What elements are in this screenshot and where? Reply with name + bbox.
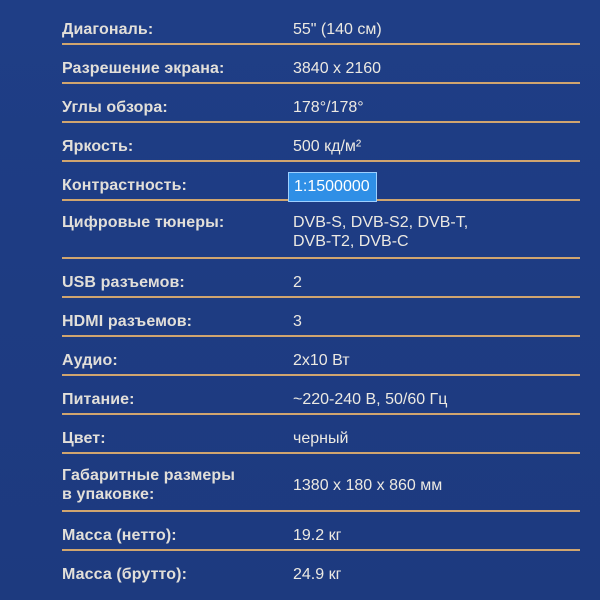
spec-label-line: в упаковке: xyxy=(62,486,155,503)
spec-value-selected[interactable]: 1:1500000 xyxy=(288,172,377,202)
spec-row-resolution xyxy=(62,45,580,84)
spec-label: Масса (брутто): xyxy=(62,566,188,583)
spec-label: Аудио: xyxy=(62,352,118,369)
spec-label: Яркость: xyxy=(62,138,134,155)
spec-label: Питание: xyxy=(62,391,135,408)
spec-value: 178°/178° xyxy=(293,99,364,116)
spec-row-color xyxy=(62,415,580,454)
spec-label: Диагональ: xyxy=(62,21,154,38)
spec-value: 19.2 кг xyxy=(293,527,342,544)
spec-row-net-weight xyxy=(62,512,580,551)
spec-label xyxy=(62,466,293,504)
spec-row-gross-weight xyxy=(62,551,580,590)
spec-value-line: DVB-S, DVB-S2, DVB-T, xyxy=(293,214,469,231)
spec-row-diagonal xyxy=(62,6,580,45)
spec-value: 1380 x 180 x 860 мм xyxy=(293,477,443,494)
spec-value: 2x10 Вт xyxy=(293,352,350,369)
spec-value: 3 xyxy=(293,313,302,330)
spec-row-tuners xyxy=(62,201,580,259)
spec-value: ~220-240 В, 50/60 Гц xyxy=(293,391,448,408)
spec-label: Масса (нетто): xyxy=(62,527,177,544)
spec-row-audio xyxy=(62,337,580,376)
spec-value xyxy=(293,213,468,251)
spec-label: Цифровые тюнеры: xyxy=(62,214,225,231)
spec-label: Разрешение экрана: xyxy=(62,60,225,77)
spec-label: HDMI разъемов: xyxy=(62,313,193,330)
spec-row-package-dimensions xyxy=(62,454,580,512)
spec-label: USB разъемов: xyxy=(62,274,185,291)
spec-label-line: Габаритные размеры xyxy=(62,467,236,484)
spec-value: 3840 x 2160 xyxy=(293,60,382,77)
spec-value: 2 xyxy=(293,274,302,291)
spec-value-line: DVB-T2, DVB-C xyxy=(293,233,409,250)
spec-row-contrast xyxy=(62,162,580,201)
spec-row-power xyxy=(62,376,580,415)
spec-label: Контрастность: xyxy=(62,177,187,194)
spec-value: 24.9 кг xyxy=(293,566,342,583)
spec-value: 55" (140 см) xyxy=(293,21,382,38)
spec-row-usb xyxy=(62,259,580,298)
spec-value: 500 кд/м² xyxy=(293,138,362,155)
spec-row-hdmi xyxy=(62,298,580,337)
spec-label: Цвет: xyxy=(62,430,106,447)
spec-row-brightness xyxy=(62,123,580,162)
spec-row-viewing-angles xyxy=(62,84,580,123)
spec-value: черный xyxy=(293,430,349,447)
spec-label: Углы обзора: xyxy=(62,99,168,116)
